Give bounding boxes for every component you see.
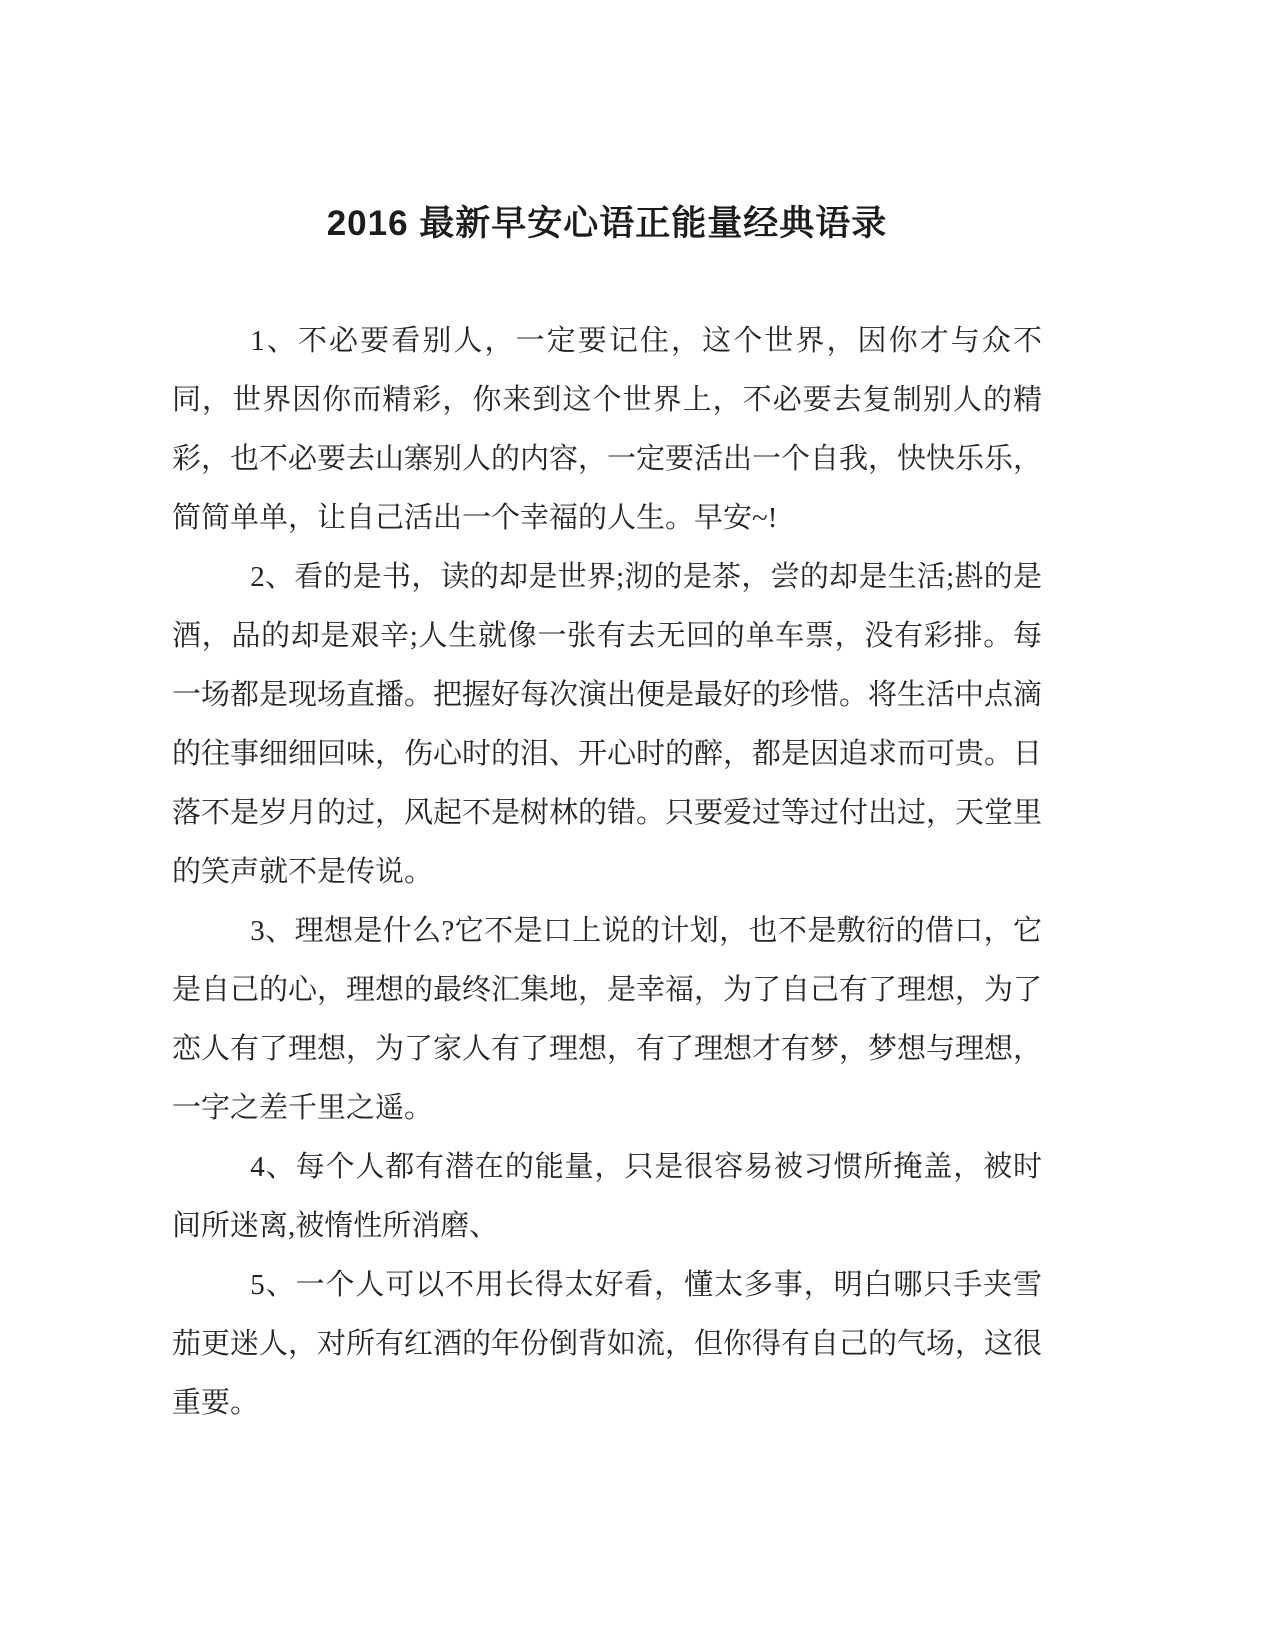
paragraph-1: 1、不必要看别人，一定要记住，这个世界，因你才与众不同，世界因你而精彩，你来到这个世界上，不必要去复制别人的精彩，也不必要去山寨别人的内容，一定要活出一个自我，快快乐乐，简简单单，让自己活出一个幸福的人生。早安~! bbox=[172, 325, 1043, 534]
paragraph-3: 3、理想是什么?它不是口上说的计划，也不是敷衍的借口，它是自己的心，理想的最终汇集地，是幸福，为了自己有了理想，为了恋人有了理想，为了家人有了理想，有了理想才有梦，梦想与理想，一字之差千里之遥。 bbox=[172, 915, 1043, 1124]
paragraph-2: 2、看的是书，读的却是世界;沏的是茶，尝的却是生活;斟的是酒，品的却是艰辛;人生就像一张有去无回的单车票，没有彩排。每一场都是现场直播。把握好每次演出便是最好的珍惜。将生活中点滴的往事细细回味，伤心时的泪、开心时的醉，都是因追求而可贵。日落不是岁月的过，风起不是树林的错。只要爱过等过付出过，天堂里的笑声就不是传说。 bbox=[172, 561, 1043, 888]
document-body bbox=[172, 312, 1042, 1433]
document-title: 2016 最新早安心语正能量经典语录 bbox=[326, 204, 888, 243]
paragraph-4: 4、每个人都有潜在的能量，只是很容易被习惯所掩盖，被时间所迷离,被惰性所消磨、 bbox=[172, 1151, 1042, 1242]
paragraph-5: 5、一个人可以不用长得太好看，懂太多事，明白哪只手夹雪茄更迷人，对所有红酒的年份倒背如流，但你得有自己的气场，这很重要。 bbox=[172, 1269, 1043, 1419]
